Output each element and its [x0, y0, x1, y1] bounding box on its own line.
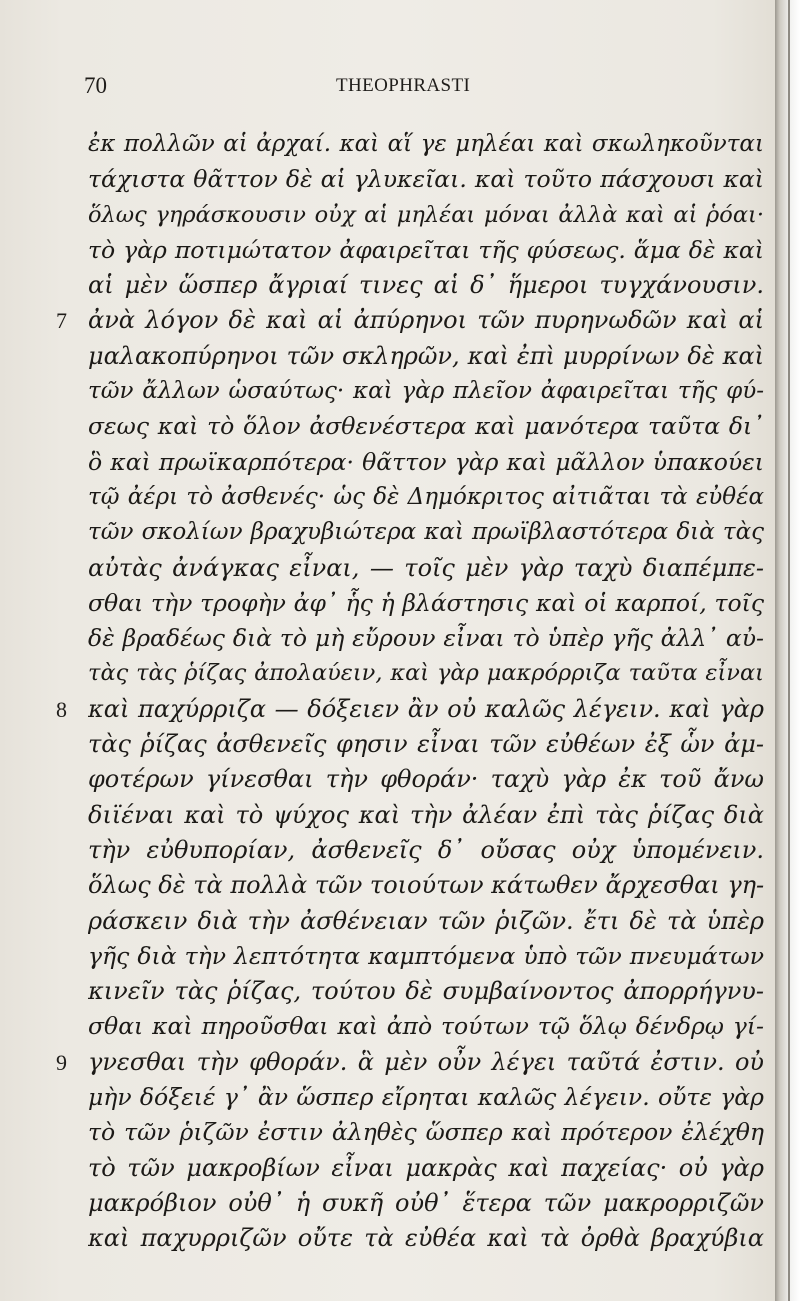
line-text: μαλακοπύρηνοι τῶν σκληρῶν, καὶ ἐπὶ μυρρίνων δὲ καὶ [88, 341, 764, 370]
line-text: ὅλως δὲ τὰ πολλὰ τῶν τοιούτων κάτωθεν ἄρχεσθαι γη- [88, 871, 764, 900]
line-text: αἱ μὲν ὥσπερ ἄγριαί τινες αἱ δ᾿ ἥμεροι τυγχάνουσιν. [88, 271, 764, 300]
line-text: αὐτὰς ἀνάγκας εἶναι, — τοῖς μὲν γὰρ ταχὺ διαπέμπε- [88, 553, 764, 582]
greek-text-body [0, 127, 775, 1257]
text-line [0, 1009, 775, 1044]
line-text: φοτέρων γίνεσθαι τὴν φθοράν· ταχὺ γὰρ ἐκ τοῦ ἄνω [88, 765, 764, 794]
text-line [0, 586, 775, 621]
line-text: γῆς διὰ τὴν λεπτότητα καμπτόμενα ὑπὸ τῶν πνευμάτων [88, 941, 764, 970]
text-line [0, 1115, 775, 1150]
page-number: 70 [84, 73, 107, 98]
text-line [0, 621, 775, 656]
text-line [0, 198, 775, 233]
line-text: ράσκειν διὰ τὴν ἀσθένειαν τῶν ῥιζῶν. ἔτι δὲ τὰ ὑπὲρ [88, 906, 764, 935]
text-line [0, 480, 775, 515]
line-text: σθαι καὶ πηροῦσθαι καὶ ἀπὸ τούτων τῷ ὅλῳ δένδρῳ γί- [88, 1012, 764, 1041]
text-line [0, 551, 775, 586]
line-text: σεως καὶ τὸ ὅλον ἀσθενέστερα καὶ μανότερα ταῦτα δι᾿ [88, 412, 764, 441]
text-line [0, 1221, 775, 1256]
line-text: δὲ βραδέως διὰ τὸ μὴ εὔρουν εἶναι τὸ ὑπὲρ γῆς ἀλλ᾿ αὐ- [88, 624, 764, 653]
text-line [0, 162, 775, 197]
text-line [0, 904, 775, 939]
text-line [0, 656, 775, 691]
line-text: γνεσθαι τὴν φθοράν. ἃ μὲν οὖν λέγει ταῦτά ἐστιν. οὐ [88, 1047, 764, 1076]
text-line [0, 762, 775, 797]
line-text: τὸ γὰρ ποτιμώτατον ἀφαιρεῖται τῆς φύσεως. ἅμα δὲ καὶ [88, 235, 764, 264]
section-number: 9 [56, 1049, 67, 1075]
text-line [0, 1186, 775, 1221]
line-text: τὴν εὐθυπορίαν, ἀσθενεῖς δ᾿ οὔσας οὐχ ὑπομένειν. [88, 835, 764, 864]
text-line [0, 833, 775, 868]
text-line [0, 939, 775, 974]
text-line [0, 798, 775, 833]
text-line [0, 868, 775, 903]
line-text: σθαι τὴν τροφὴν ἀφ᾿ ἧς ἡ βλάστησις καὶ οἱ καρποί, τοῖς [88, 588, 764, 617]
running-head: THEOPHRASTI [336, 75, 471, 96]
text-line [0, 303, 775, 338]
line-text: τὸ τῶν μακροβίων εἶναι μακρὰς καὶ παχείας· οὐ γὰρ [88, 1153, 764, 1182]
text-line [0, 409, 775, 444]
text-line [0, 1151, 775, 1186]
text-line [0, 1080, 775, 1115]
line-text: μὴν δόξειέ γ᾿ ἂν ὥσπερ εἴρηται καλῶς λέγειν. οὔτε γὰρ [88, 1083, 764, 1112]
line-text: κινεῖν τὰς ῥίζας, τούτου δὲ συμβαίνοντος ἀπορρήγνυ- [88, 977, 764, 1006]
line-text: ἀνὰ λόγον δὲ καὶ αἱ ἀπύρηνοι τῶν πυρηνωδῶν καὶ αἱ [88, 306, 764, 335]
text-line [0, 445, 775, 480]
line-text: τῷ ἀέρι τὸ ἀσθενές· ὡς δὲ Δημόκριτος αἰτιᾶται τὰ εὐθέα [88, 483, 764, 510]
section-number: 7 [56, 308, 67, 334]
line-text: καὶ παχύρριζα — δόξειεν ἂν οὐ καλῶς λέγειν. καὶ γὰρ [88, 694, 764, 723]
text-line [0, 339, 775, 374]
line-text: ὅλως γηράσκουσιν οὐχ αἱ μηλέαι μόναι ἀλλὰ καὶ αἱ ῥόαι· [88, 201, 764, 228]
page-edge-line [788, 0, 790, 1301]
text-line [0, 974, 775, 1009]
line-text: τῶν ἄλλων ὡσαύτως· καὶ γὰρ πλεῖον ἀφαιρεῖται τῆς φύ- [88, 378, 764, 405]
section-number: 8 [56, 696, 67, 722]
line-text: καὶ παχυρριζῶν οὔτε τὰ εὐθέα καὶ τὰ ὀρθὰ βραχύβια [88, 1224, 764, 1253]
line-text: τῶν σκολίων βραχυβιώτερα καὶ πρωϊβλαστότερα διὰ τὰς [88, 519, 764, 546]
text-line [0, 127, 775, 162]
text-line [0, 727, 775, 762]
line-text: τὰς τὰς ῥίζας ἀπολαύειν, καὶ γὰρ μακρόρριζα ταῦτα εἶναι [88, 660, 764, 687]
line-text: τὸ τῶν ῥιζῶν ἐστιν ἀληθὲς ὥσπερ καὶ πρότερον ἐλέχθη [88, 1118, 764, 1147]
line-text: τὰς ῥίζας ἀσθενεῖς φησιν εἶναι τῶν εὐθέων ἐξ ὧν ἀμ- [88, 730, 764, 759]
line-text: διϊέναι καὶ τὸ ψύχος καὶ τὴν ἀλέαν ἐπὶ τὰς ῥίζας διὰ [88, 800, 764, 829]
line-text: μακρόβιον οὐθ᾿ ἡ συκῆ οὐθ᾿ ἕτερα τῶν μακρορριζῶν [88, 1188, 764, 1217]
page-header [0, 73, 775, 103]
line-text: τάχιστα θᾶττον δὲ αἱ γλυκεῖαι. καὶ τοῦτο πάσχουσι καὶ [88, 165, 764, 194]
line-text: ὃ καὶ πρωϊκαρπότερα· θᾶττον γὰρ καὶ μᾶλλον ὑπακούει [88, 447, 764, 476]
text-line [0, 515, 775, 550]
text-line [0, 268, 775, 303]
text-line [0, 1045, 775, 1080]
text-line [0, 374, 775, 409]
text-line [0, 692, 775, 727]
line-text: ἐκ πολλῶν αἱ ἀρχαί. καὶ αἵ γε μηλέαι καὶ σκωληκοῦνται [88, 131, 764, 157]
text-line [0, 233, 775, 268]
